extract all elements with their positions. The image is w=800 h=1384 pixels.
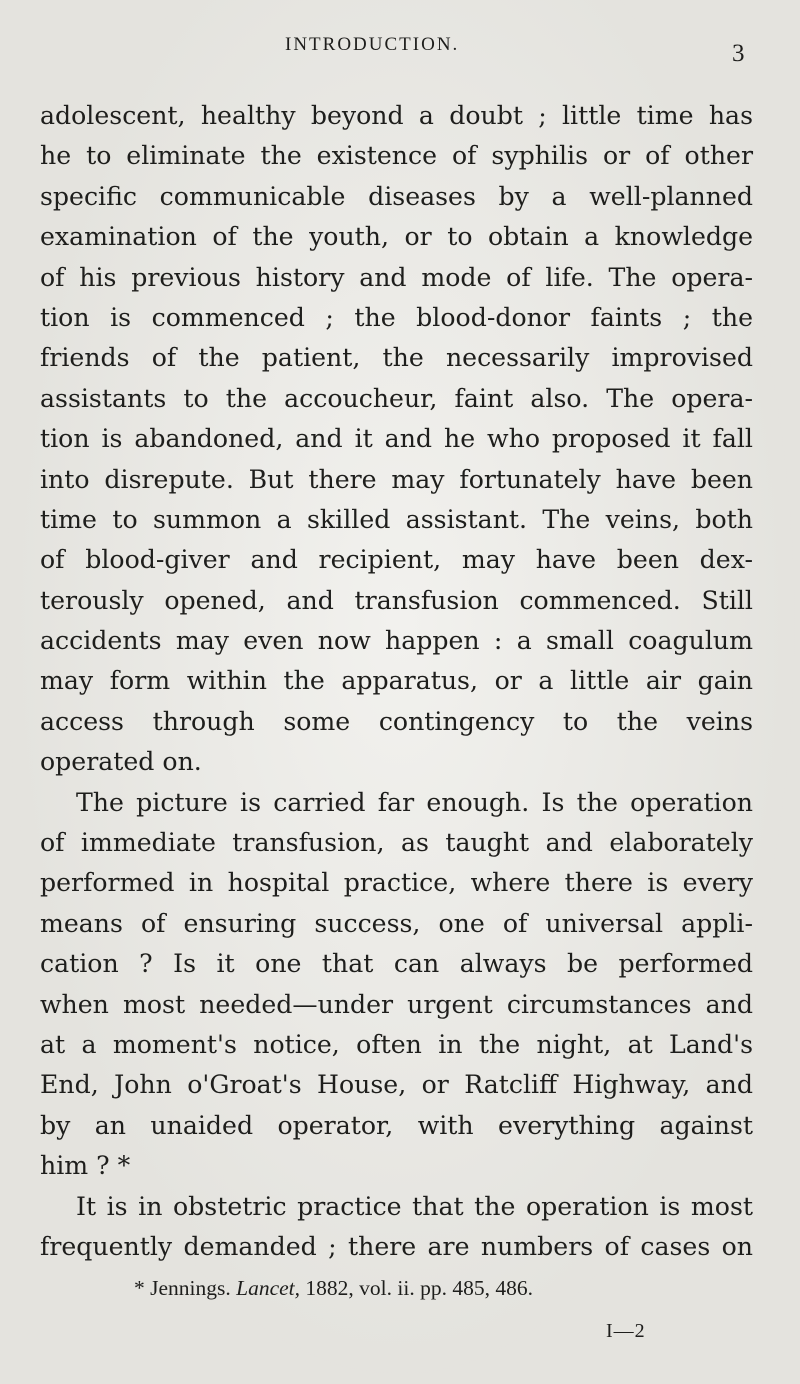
body-text: [40, 96, 753, 1267]
text-line: It is in obstetric practice that the operation is most: [76, 1191, 753, 1221]
text-line: at a moment's notice, often in the night, at Land's: [40, 1029, 753, 1059]
text-line: of blood-giver and recipient, may have been dex-: [40, 545, 753, 575]
paragraph-1: [40, 96, 753, 783]
text-line: by an unaided operator, with everything against: [40, 1110, 753, 1140]
text-line: access through some contingency to the veins: [40, 706, 753, 736]
text-line: frequently demanded ; there are numbers of cases on: [40, 1231, 753, 1261]
text-line: means of ensuring success, one of universal appli-: [40, 908, 753, 938]
text-line: tion is commenced ; the blood-donor faints ; the: [40, 302, 753, 332]
text-line: The picture is carried far enough. Is the operation: [76, 787, 753, 817]
text-line: of immediate transfusion, as taught and elaborately: [40, 828, 753, 858]
text-line: may form within the apparatus, or a little air gain: [40, 666, 753, 696]
footnote-journal: Lancet,: [236, 1276, 301, 1300]
text-line: accidents may even now happen : a small coagulum: [40, 626, 753, 656]
text-line: tion is abandoned, and it and he who proposed it fall: [40, 424, 753, 454]
text-line: friends of the patient, the necessarily improvised: [40, 343, 753, 373]
text-line: examination of the youth, or to obtain a knowledge: [40, 222, 753, 252]
footnote-citation: 1882, vol. ii. pp. 485, 486.: [305, 1276, 533, 1300]
text-line: terously opened, and transfusion commenced. Still: [40, 585, 753, 615]
footnote: [134, 1276, 533, 1301]
text-line: into disrepute. But there may fortunately have been: [40, 464, 753, 494]
signature-mark: I—2: [606, 1320, 646, 1342]
text-line: time to summon a skilled assistant. The veins, both: [40, 504, 753, 534]
text-line: of his previous history and mode of life. The opera-: [40, 262, 753, 292]
footnote-author: Jennings.: [150, 1276, 231, 1300]
text-line: he to eliminate the existence of syphilis or of other: [40, 141, 753, 171]
text-line: performed in hospital practice, where there is every: [40, 868, 753, 898]
page-number: 3: [732, 40, 745, 67]
running-title: INTRODUCTION.: [285, 34, 460, 55]
text-line: cation ? Is it one that can always be performed: [40, 949, 753, 979]
text-line: specific communicable diseases by a well-planned: [40, 181, 753, 211]
footnote-marker: *: [134, 1276, 145, 1300]
text-line: when most needed—under urgent circumstances and: [40, 989, 753, 1019]
text-line: End, John o'Groat's House, or Ratcliff Highway, and: [40, 1070, 753, 1100]
text-line: assistants to the accoucheur, faint also. The opera-: [40, 383, 753, 413]
text-line: operated on.: [40, 747, 202, 777]
text-line: him ? *: [40, 1151, 131, 1181]
paragraph-3: [40, 1187, 753, 1268]
paragraph-2: [40, 783, 753, 1187]
text-line: adolescent, healthy beyond a doubt ; little time has: [40, 101, 753, 130]
page-header: [0, 34, 800, 74]
